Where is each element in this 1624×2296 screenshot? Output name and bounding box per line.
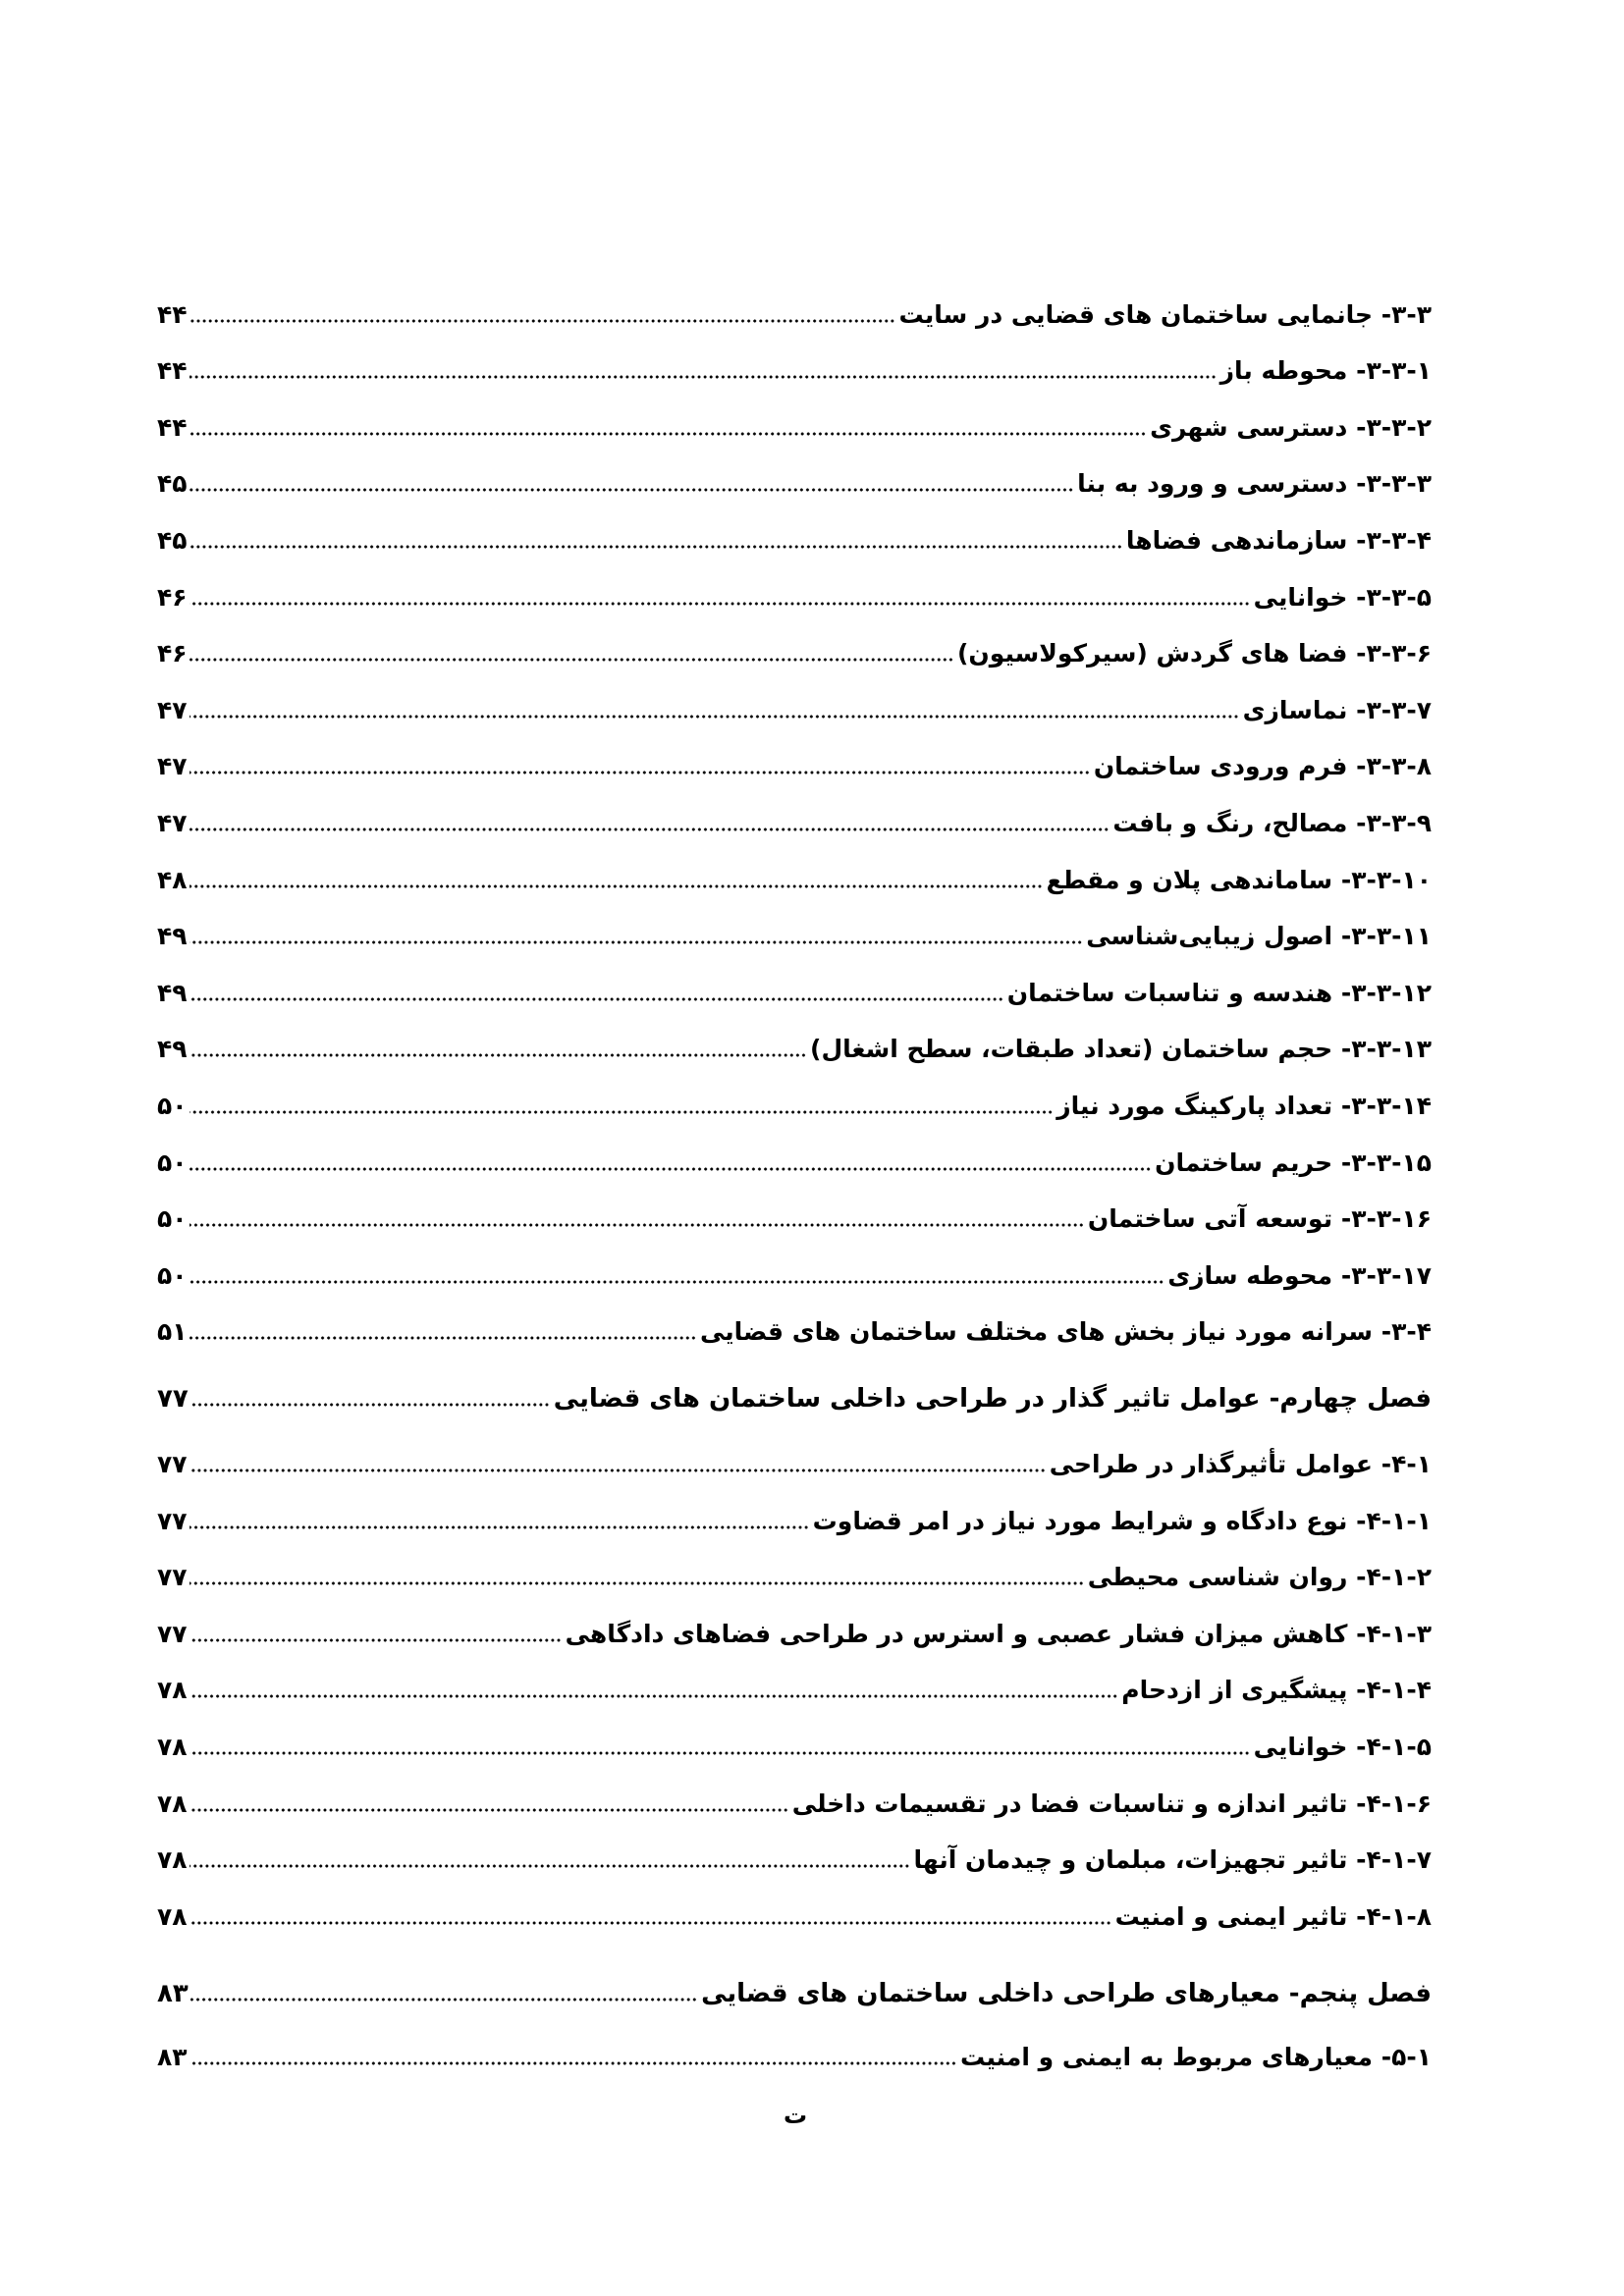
toc-page-number: ۷۸ <box>157 1845 188 1874</box>
toc-page-number: ۵۰ <box>157 1148 188 1177</box>
toc-entry[interactable] <box>157 1666 1432 1709</box>
toc-entry[interactable] <box>157 799 1432 842</box>
dot-leader <box>189 1165 1152 1173</box>
toc-entry-title: ۳-۳-۱۷- محوطه سازی <box>1167 1261 1432 1290</box>
dot-leader <box>189 656 953 664</box>
toc-entry-title: ۴-۱-۸- تاثیر ایمنی و امنیت <box>1114 1902 1432 1931</box>
toc-page-number: ۴۴ <box>157 413 188 442</box>
toc-entry[interactable] <box>157 1893 1432 1936</box>
toc-entry-title: ۴-۱-۵- خوانایی <box>1253 1733 1432 1761</box>
dot-leader <box>189 882 1043 890</box>
toc-entry-title: ۴-۱-۳- کاهش میزان فشار عصبی و استرس در طراحی فضاهای دادگاهی <box>565 1620 1432 1648</box>
toc-page-number: ۷۷ <box>157 1384 189 1414</box>
toc-chapter-entry[interactable] <box>157 1969 1432 2012</box>
toc-entry-title: ۴-۱-۲- روان شناسی محیطی <box>1087 1563 1432 1591</box>
toc-chapter-entry[interactable] <box>157 1374 1432 1417</box>
toc-entry[interactable] <box>157 573 1432 616</box>
toc-entry-title: ۳-۳-۱۴- تعداد پارکینگ مورد نیاز <box>1056 1092 1432 1120</box>
toc-page-number: ۴۷ <box>157 696 188 724</box>
toc-page-number: ۷۸ <box>157 1733 188 1761</box>
dot-leader <box>189 1806 788 1814</box>
toc-entry[interactable] <box>157 1082 1432 1125</box>
toc-page-number: ۵۰ <box>157 1092 188 1120</box>
toc-entry[interactable] <box>157 1610 1432 1653</box>
toc-entry[interactable] <box>157 912 1432 955</box>
toc-page-number: ۴۶ <box>157 583 188 612</box>
toc-entry[interactable] <box>157 2033 1432 2076</box>
toc-entry-title: ۳-۳-۹- مصالح، رنگ و بافت <box>1112 809 1432 837</box>
toc-entry-title: ۳-۳-۱- محوطه باز <box>1219 356 1432 385</box>
table-of-contents <box>157 0 1432 2296</box>
toc-entry-title: ۴-۱-۷- تاثیر تجهیزات، مبلمان و چیدمان آنها <box>913 1845 1432 1874</box>
dot-leader <box>189 1749 1250 1757</box>
toc-entry-title: ۳-۳-۳- دسترسی و ورود به بنا <box>1077 469 1432 498</box>
toc-entry[interactable] <box>157 629 1432 672</box>
toc-entry[interactable] <box>157 1252 1432 1295</box>
toc-entry-title: ۳-۳-۱۵- حریم ساختمان <box>1155 1148 1432 1177</box>
toc-entry-title: ۳-۳-۱۰- ساماندهی پلان و مقطع <box>1046 866 1432 894</box>
toc-entry[interactable] <box>157 1836 1432 1879</box>
toc-page-number: ۷۷ <box>157 1507 188 1535</box>
dot-leader <box>189 1108 1054 1116</box>
toc-entry-title: ۵-۱- معیارهای مربوط به ایمنی و امنیت <box>960 2043 1432 2071</box>
toc-entry-title: ۳-۳-۱۶- توسعه آتی ساختمان <box>1087 1204 1432 1233</box>
toc-page-number: ۸۳ <box>157 1979 189 2008</box>
dot-leader <box>189 1334 696 1342</box>
toc-chapter-title: فصل چهارم- عوامل تاثیر گذار در طراحی داخلی ساختمان های قضایی <box>553 1384 1432 1414</box>
toc-page-number: ۵۱ <box>157 1317 188 1346</box>
dot-leader <box>190 1401 550 1409</box>
toc-page-number: ۴۴ <box>157 300 188 329</box>
toc-page-number: ۴۵ <box>157 469 188 498</box>
toc-entry[interactable] <box>157 742 1432 785</box>
toc-entry[interactable] <box>157 291 1432 334</box>
toc-entry[interactable] <box>157 1025 1432 1068</box>
toc-page-number: ۴۹ <box>157 1035 188 1063</box>
toc-page-number: ۷۸ <box>157 1676 188 1704</box>
toc-entry[interactable] <box>157 347 1432 390</box>
toc-page-number: ۴۷ <box>157 752 188 780</box>
toc-entry[interactable] <box>157 403 1432 447</box>
toc-page-number: ۷۷ <box>157 1620 188 1648</box>
dot-leader <box>189 826 1110 833</box>
toc-entry-title: ۳-۴- سرانه مورد نیاز بخش های مختلف ساختمان های قضایی <box>699 1317 1432 1346</box>
toc-entry-title: ۳-۳-۱۲- هندسه و تناسبات ساختمان <box>1006 979 1432 1007</box>
dot-leader <box>189 1467 1046 1474</box>
toc-entry-title: ۴-۱-۱- نوع دادگاه و شرایط مورد نیاز در امر قضاوت <box>812 1507 1432 1535</box>
dot-leader <box>189 1636 562 1644</box>
dot-leader <box>189 543 1122 551</box>
toc-page-number: ۷۸ <box>157 1902 188 1931</box>
toc-entry[interactable] <box>157 1497 1432 1540</box>
toc-entry[interactable] <box>157 1723 1432 1766</box>
dot-leader <box>189 1692 1118 1700</box>
toc-entry-title: ۳-۳-۴- سازماندهی فضاها <box>1125 526 1432 555</box>
dot-leader <box>189 713 1239 721</box>
toc-entry[interactable] <box>157 1139 1432 1182</box>
dot-leader <box>189 1862 910 1870</box>
dot-leader <box>189 2059 956 2067</box>
toc-entry[interactable] <box>157 516 1432 560</box>
toc-entry-title: ۳-۳-۱۳- حجم ساختمان (تعداد طبقات، سطح اشغال) <box>810 1035 1432 1063</box>
dot-leader <box>190 1996 697 2003</box>
toc-page-number: ۴۸ <box>157 866 188 894</box>
dot-leader <box>189 1523 809 1531</box>
toc-page-number: ۴۹ <box>157 922 188 950</box>
dot-leader <box>189 486 1074 494</box>
toc-entry-title: ۳-۳-۷- نماسازی <box>1242 696 1432 724</box>
toc-page-number: ۴۶ <box>157 639 188 667</box>
toc-page-number: ۸۳ <box>157 2043 188 2071</box>
dot-leader <box>189 373 1217 381</box>
toc-entry[interactable] <box>157 1308 1432 1351</box>
toc-entry-title: ۳-۳-۶- فضا های گردش (سیرکولاسیون) <box>957 639 1432 667</box>
toc-entry-title: ۴-۱- عوامل تأثیرگذار در طراحی <box>1049 1450 1432 1478</box>
toc-entry-title: ۴-۱-۴- پیشگیری از ازدحام <box>1121 1676 1432 1704</box>
toc-page-number: ۷۷ <box>157 1563 188 1591</box>
toc-entry-title: ۳-۳-۵- خوانایی <box>1253 583 1432 612</box>
dot-leader <box>189 995 1003 1003</box>
toc-entry-title: ۳-۳-۲- دسترسی شهری <box>1150 413 1432 442</box>
page-number-footer: ت <box>783 2102 808 2129</box>
dot-leader <box>189 1919 1111 1927</box>
toc-page-number: ۵۰ <box>157 1204 188 1233</box>
dot-leader <box>189 938 1083 946</box>
dot-leader <box>189 1221 1084 1229</box>
toc-page-number: ۷۷ <box>157 1450 188 1478</box>
toc-entry[interactable] <box>157 1195 1432 1238</box>
dot-leader <box>189 769 1090 776</box>
dot-leader <box>189 600 1250 608</box>
toc-entry-title: ۳-۳-۸- فرم ورودی ساختمان <box>1093 752 1432 780</box>
dot-leader <box>189 1278 1164 1286</box>
toc-entry-title: ۴-۱-۶- تاثیر اندازه و تناسبات فضا در تقسیمات داخلی <box>791 1789 1432 1818</box>
toc-page-number: ۵۰ <box>157 1261 188 1290</box>
toc-entry[interactable] <box>157 459 1432 503</box>
toc-page-number: ۴۵ <box>157 526 188 555</box>
toc-entry[interactable] <box>157 856 1432 899</box>
toc-page-number: ۴۹ <box>157 979 188 1007</box>
toc-entry[interactable] <box>157 1780 1432 1823</box>
toc-entry[interactable] <box>157 969 1432 1012</box>
toc-entry-title: ۳-۳- جانمایی ساختمان های قضایی در سایت <box>898 300 1432 329</box>
toc-page-number: ۷۸ <box>157 1789 188 1818</box>
toc-page-number: ۴۴ <box>157 356 188 385</box>
toc-page-number: ۴۷ <box>157 809 188 837</box>
toc-entry[interactable] <box>157 1553 1432 1596</box>
dot-leader <box>189 317 895 325</box>
dot-leader <box>189 1579 1084 1587</box>
dot-leader <box>189 1051 807 1059</box>
toc-chapter-title: فصل پنجم- معیارهای طراحی داخلی ساختمان های قضایی <box>701 1979 1432 2008</box>
dot-leader <box>189 430 1147 438</box>
toc-entry[interactable] <box>157 1440 1432 1483</box>
toc-entry[interactable] <box>157 686 1432 729</box>
toc-entry-title: ۳-۳-۱۱- اصول زیبایی‌شناسی <box>1086 922 1432 950</box>
